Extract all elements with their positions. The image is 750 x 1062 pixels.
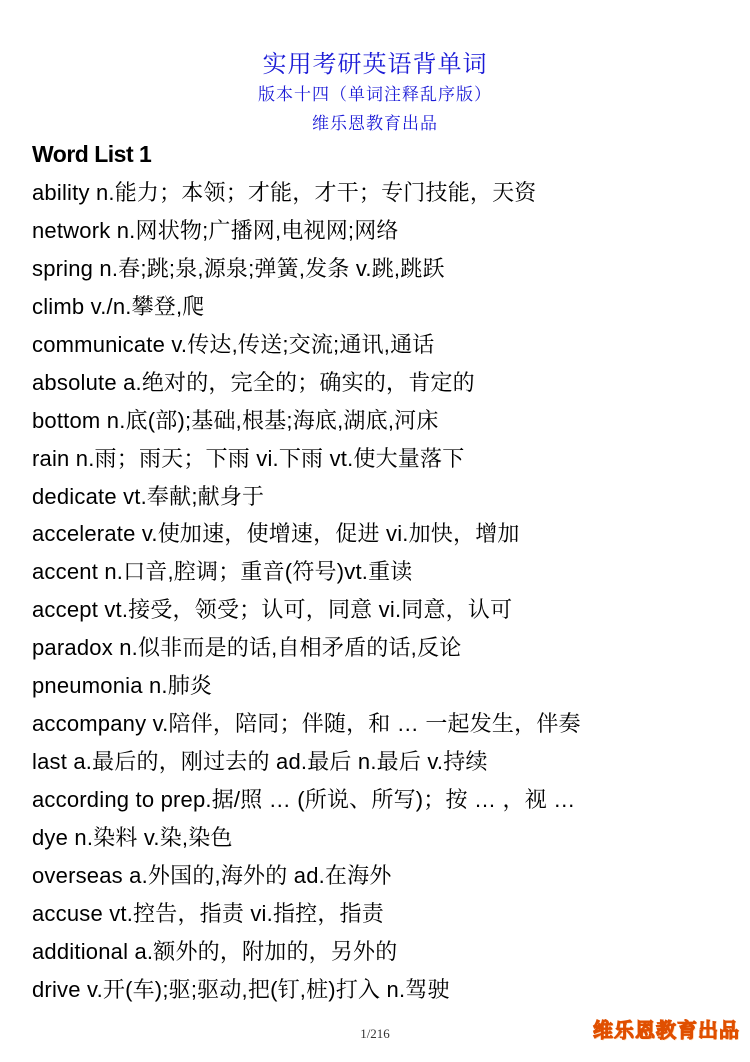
word-entry: accept vt.接受，领受；认可，同意 vi.同意，认可 <box>32 597 513 623</box>
word-entry: accuse vt.控告，指责 vi.指控，指责 <box>32 900 384 926</box>
publisher-line: 维乐恩教育出品 <box>312 114 438 133</box>
page-number: 1/216 <box>360 1026 390 1041</box>
word-entry: drive v.开(车);驱;驱动,把(钉,桩)打入 n.驾驶 <box>32 976 450 1002</box>
word-entry: ability n.能力；本领；才能，才干；专门技能，天资 <box>32 180 537 205</box>
word-entry: accelerate v.使加速，使增速，促进 vi.加快，增加 <box>32 521 520 547</box>
word-entry: network n.网状物;广播网,电视网;网络 <box>32 217 399 243</box>
word-entry: bottom n.底(部);基础,根基;海底,湖底,河床 <box>32 407 439 433</box>
word-entry: absolute a.绝对的，完全的；确实的，肯定的 <box>32 369 475 395</box>
word-entry: pneumonia n.肺炎 <box>32 673 213 699</box>
word-entry: accent n.口音,腔调；重音(符号)vt.重读 <box>32 559 413 585</box>
document-title: 实用考研英语背单词 <box>262 51 488 78</box>
word-entry: spring n.春;跳;泉,源泉;弹簧,发条 v.跳,跳跃 <box>32 255 445 281</box>
word-entry: additional a.额外的，附加的，另外的 <box>32 938 398 964</box>
word-entry: last a.最后的，刚过去的 ad.最后 n.最后 v.持续 <box>32 749 488 775</box>
word-entry: communicate v.传达,传送;交流;通讯,通话 <box>32 331 435 357</box>
word-list-heading: Word List 1 <box>32 141 152 167</box>
word-entry: rain n.雨；雨天；下雨 vi.下雨 vt.使大量落下 <box>32 445 465 471</box>
word-entry: according to prep.据/照 … (所说、所写)；按 … ，视 … <box>32 787 576 812</box>
publisher-watermark: 维乐恩教育出品 <box>593 1018 740 1042</box>
word-entry: paradox n.似非而是的话,自相矛盾的话,反论 <box>32 635 462 661</box>
word-entry: climb v./n.攀登,爬 <box>32 293 205 319</box>
word-list <box>32 174 732 1009</box>
word-entry: overseas a.外国的,海外的 ad.在海外 <box>32 862 392 888</box>
word-entry: dye n.染料 v.染,染色 <box>32 824 233 850</box>
document-subtitle: 版本十四（单词注释乱序版） <box>258 85 492 104</box>
word-entry: dedicate vt.奉献;献身于 <box>32 483 265 509</box>
word-entry: accompany v.陪伴，陪同；伴随，和 … 一起发生，伴奏 <box>32 711 581 737</box>
